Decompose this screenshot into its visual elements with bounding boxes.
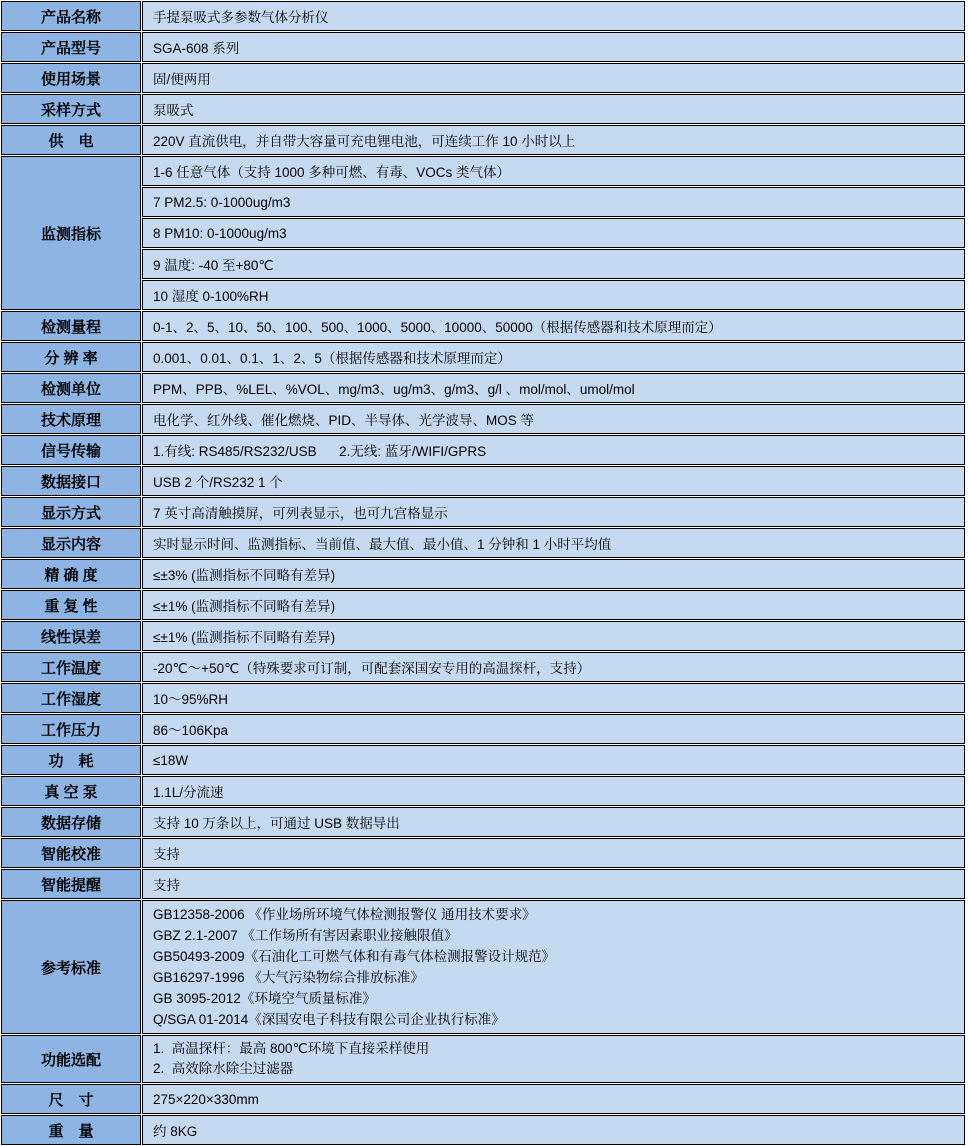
table-row xyxy=(1,497,965,527)
table-row xyxy=(1,1,965,31)
table-row xyxy=(1,838,965,868)
table-row xyxy=(1,466,965,496)
table-row xyxy=(1,559,965,589)
spec-label: 使用场景 xyxy=(1,63,141,93)
table-row xyxy=(1,125,965,155)
spec-value-line: Q/SGA 01-2014《深国安电子科技有限公司企业执行标准》 xyxy=(153,1012,505,1027)
spec-label: 显示方式 xyxy=(1,497,141,527)
spec-value: 8 PM10: 0-1000ug/m3 xyxy=(142,218,965,248)
spec-label: 智能提醒 xyxy=(1,869,141,899)
spec-label: 信号传输 xyxy=(1,435,141,465)
spec-label: 显示内容 xyxy=(1,528,141,558)
spec-value: 220V 直流供电，并自带大容量可充电锂电池，可连续工作 10 小时以上 xyxy=(142,125,965,155)
table-row xyxy=(1,590,965,620)
spec-value xyxy=(142,900,965,1034)
spec-value: ≤±1% (监测指标不同略有差异) xyxy=(142,590,965,620)
spec-value: USB 2 个/RS232 1 个 xyxy=(142,466,965,496)
table-row xyxy=(1,621,965,651)
spec-label: 检测单位 xyxy=(1,373,141,403)
table-row xyxy=(1,776,965,806)
table-row xyxy=(1,900,965,1034)
spec-value: 1.1L/分流速 xyxy=(142,776,965,806)
table-row xyxy=(1,156,965,186)
table-row xyxy=(1,373,965,403)
spec-value: 7 英寸高清触摸屏，可列表显示，也可九宫格显示 xyxy=(142,497,965,527)
spec-label: 数据存储 xyxy=(1,807,141,837)
table-row xyxy=(1,807,965,837)
table-row xyxy=(1,249,965,279)
table-row xyxy=(1,1115,965,1145)
spec-value: 1.有线: RS485/RS232/USB 2.无线: 蓝牙/WIFI/GPRS xyxy=(142,435,965,465)
spec-label: 工作温度 xyxy=(1,652,141,682)
spec-value-line: GB50493-2009《石油化工可燃气体和有毒气体检测报警设计规范》 xyxy=(153,949,556,964)
spec-label: 产品名称 xyxy=(1,1,141,31)
table-row xyxy=(1,187,965,217)
spec-value: 泵吸式 xyxy=(142,94,965,124)
spec-value-line: GBZ 2.1-2007 《工作场所有害因素职业接触限值》 xyxy=(153,928,458,943)
spec-label: 采样方式 xyxy=(1,94,141,124)
spec-label: 监测指标 xyxy=(1,156,141,310)
spec-value: 0.001、0.01、0.1、1、2、5（根据传感器和技术原理而定） xyxy=(142,342,965,372)
spec-value: ≤±3% (监测指标不同略有差异) xyxy=(142,559,965,589)
spec-value: 电化学、红外线、催化燃烧、PID、半导体、光学波导、MOS 等 xyxy=(142,404,965,434)
spec-value: 固/便两用 xyxy=(142,63,965,93)
spec-label: 分 辨 率 xyxy=(1,342,141,372)
table-row xyxy=(1,63,965,93)
spec-value: ≤±1% (监测指标不同略有差异) xyxy=(142,621,965,651)
spec-label: 功能选配 xyxy=(1,1035,141,1083)
spec-value xyxy=(142,1035,965,1083)
spec-value: 9 温度: -40 至+80℃ xyxy=(142,249,965,279)
spec-label: 真 空 泵 xyxy=(1,776,141,806)
spec-value: PPM、PPB、%LEL、%VOL、mg/m3、ug/m3、g/m3、g/l 、mol/mol、umol/mol xyxy=(142,373,965,403)
spec-value: -20℃～+50℃（特殊要求可订制，可配套深国安专用的高温探杆，支持） xyxy=(142,652,965,682)
spec-value-line: 2. 高效除水除尘过滤器 xyxy=(153,1061,294,1076)
spec-value: 0-1、2、5、10、50、100、500、1000、5000、10000、50000（根据传感器和技术原理而定） xyxy=(142,311,965,341)
spec-label: 重 复 性 xyxy=(1,590,141,620)
spec-label: 重 量 xyxy=(1,1115,141,1145)
spec-value: 支持 xyxy=(142,869,965,899)
spec-label: 技术原理 xyxy=(1,404,141,434)
table-row xyxy=(1,1035,965,1083)
spec-label: 工作压力 xyxy=(1,714,141,744)
spec-value: 275×220×330mm xyxy=(142,1084,965,1114)
spec-value: 约 8KG xyxy=(142,1115,965,1145)
spec-value-line: 1. 高温探杆：最高 800℃环境下直接采样使用 xyxy=(153,1041,430,1056)
table-row xyxy=(1,652,965,682)
spec-value: SGA-608 系列 xyxy=(142,32,965,62)
spec-label: 数据接口 xyxy=(1,466,141,496)
table-row xyxy=(1,404,965,434)
spec-value: 1-6 任意气体（支持 1000 多种可燃、有毒、VOCs 类气体） xyxy=(142,156,965,186)
spec-label: 供 电 xyxy=(1,125,141,155)
spec-value: 10～95%RH xyxy=(142,683,965,713)
spec-value: 支持 10 万条以上，可通过 USB 数据导出 xyxy=(142,807,965,837)
table-row xyxy=(1,342,965,372)
spec-value: 手提泵吸式多参数气体分析仪 xyxy=(142,1,965,31)
spec-value: 10 湿度 0-100%RH xyxy=(142,280,965,310)
table-row xyxy=(1,745,965,775)
spec-value-line: GB16297-1996 《大气污染物综合排放标准》 xyxy=(153,970,424,985)
table-row xyxy=(1,869,965,899)
spec-value-line: GB 3095-2012《环境空气质量标准》 xyxy=(153,991,376,1006)
table-row xyxy=(1,280,965,310)
spec-value: 86～106Kpa xyxy=(142,714,965,744)
spec-table-body xyxy=(1,1,965,1145)
spec-value: 实时显示时间、监测指标、当前值、最大值、最小值、1 分钟和 1 小时平均值 xyxy=(142,528,965,558)
table-row xyxy=(1,1084,965,1114)
table-row xyxy=(1,94,965,124)
spec-label: 检测量程 xyxy=(1,311,141,341)
table-row xyxy=(1,435,965,465)
table-row xyxy=(1,714,965,744)
spec-value-line: GB12358-2006 《作业场所环境气体检测报警仪 通用技术要求》 xyxy=(153,907,536,922)
spec-label: 功 耗 xyxy=(1,745,141,775)
spec-label: 精 确 度 xyxy=(1,559,141,589)
spec-label: 产品型号 xyxy=(1,32,141,62)
table-row xyxy=(1,218,965,248)
table-row xyxy=(1,311,965,341)
table-row xyxy=(1,683,965,713)
spec-label: 尺 寸 xyxy=(1,1084,141,1114)
spec-label: 参考标准 xyxy=(1,900,141,1034)
table-row xyxy=(1,32,965,62)
spec-label: 工作湿度 xyxy=(1,683,141,713)
spec-value: ≤18W xyxy=(142,745,965,775)
spec-value: 支持 xyxy=(142,838,965,868)
spec-value: 7 PM2.5: 0-1000ug/m3 xyxy=(142,187,965,217)
spec-label: 线性误差 xyxy=(1,621,141,651)
spec-label: 智能校准 xyxy=(1,838,141,868)
table-row xyxy=(1,528,965,558)
